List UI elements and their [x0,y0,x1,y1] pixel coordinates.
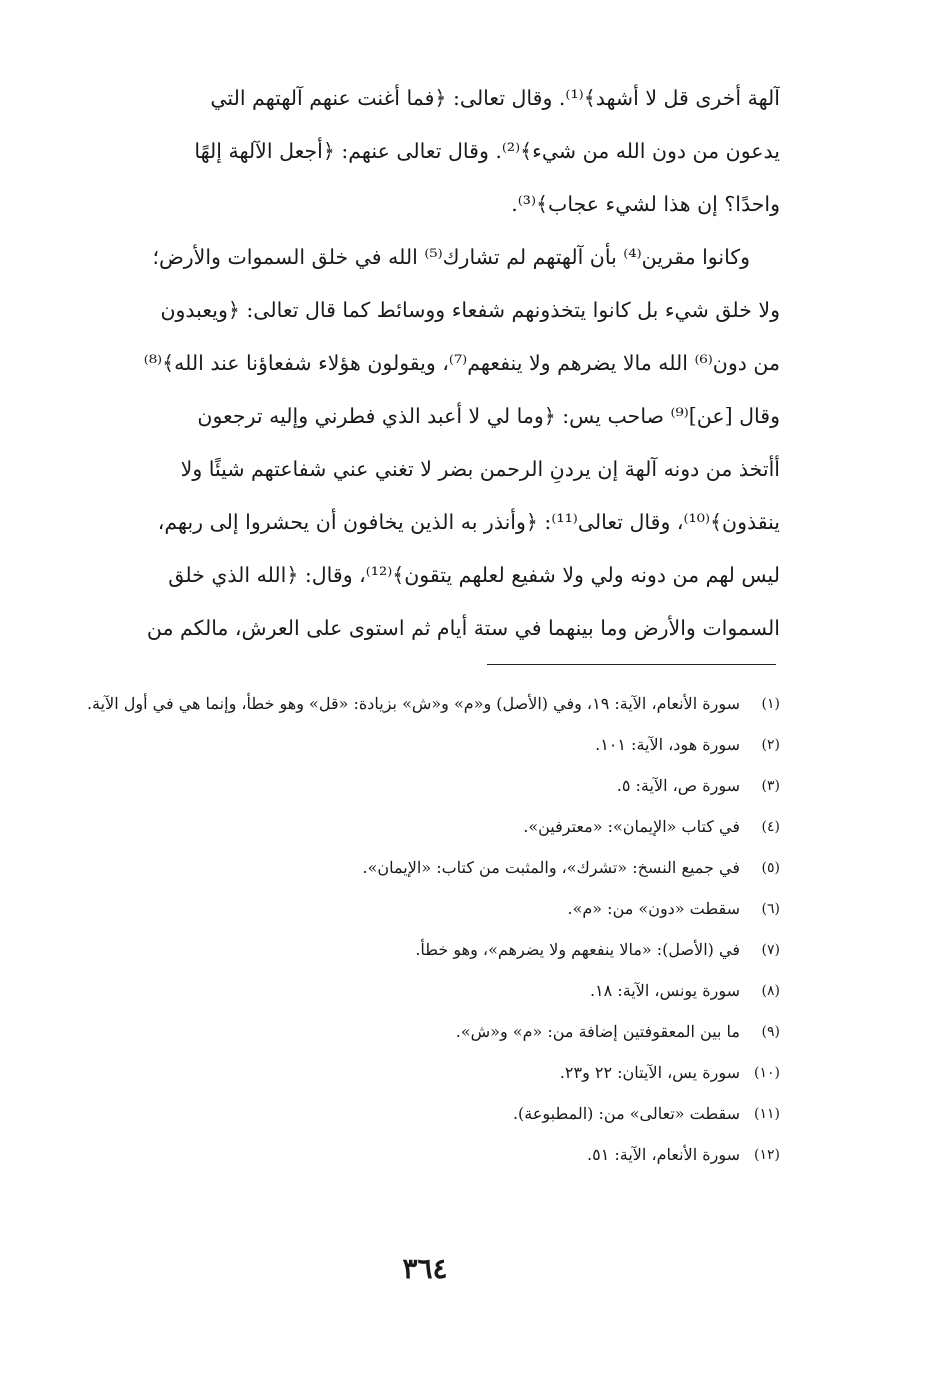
text-line-paragraph-start: وكانوا مقرين⁽⁴⁾ بأن آلهتهم لم تشارك⁽⁵⁾ الله في خلق السموات والأرض؛ [152,245,750,269]
text-line: السموات والأرض وما بينهما في ستة أيام ثم استوى على العرش، مالكم من [146,616,780,640]
text-line: ليس لهم من دونه ولي ولا شفيع لعلهم يتقون﴾⁽¹²⁾، وقال: ﴿الله الذي خلق [168,563,780,587]
footnote-number: (٤) [761,819,780,835]
footnote-text: سورة ص، الآية: ٥. [616,776,740,795]
footnote-number: (١١) [754,1106,780,1122]
footnote-number: (٩) [761,1024,780,1040]
footnote-item [80,932,780,973]
footnote-text: سورة الأنعام، الآية: ٥١. [587,1145,740,1164]
footnote-text: سورة يس، الآيتان: ٢٢ و٢٣. [559,1063,740,1082]
footnote-text: في جميع النسخ: «تشرك»، والمثبت من كتاب: «الإيمان». [362,858,740,877]
footnote-number: (١٠) [754,1065,780,1081]
footnote-text: سقطت «تعالى» من: (المطبوعة). [512,1104,740,1123]
footnote-item [80,850,780,891]
footnote-number: (١) [761,696,780,712]
footnote-number: (٣) [761,778,780,794]
footnote-item [80,973,780,1014]
text-line: ولا خلق شيء بل كانوا يتخذونهم شفعاء ووسائط كما قال تعالى: ﴿ويعبدون [160,298,780,322]
footnote-number: (٢) [761,737,780,753]
footnote-text: في (الأصل): «مالا ينفعهم ولا يضرهم»، وهو خطأ. [415,940,740,959]
footnote-item [80,1055,780,1096]
text-line: يدعون من دون الله من شيء﴾⁽²⁾. وقال تعالى عنهم: ﴿أجعل الآلهة إلهًا [194,139,780,163]
footnote-text: سقطت «دون» من: «م». [567,899,740,918]
text-line: من دون⁽⁶⁾ الله مالا يضرهم ولا ينفعهم⁽⁷⁾، ويقولون هؤلاء شفعاؤنا عند الله﴾⁽⁸⁾ [143,351,780,375]
footnote-item [80,809,780,850]
text-line: واحدًا؟ إن هذا لشيء عجاب﴾⁽³⁾. [511,192,780,216]
footnote-text: سورة يونس، الآية: ١٨. [589,981,740,1000]
footnotes-list [80,686,780,1178]
footnote-text: في كتاب «الإيمان»: «معترفين». [523,817,740,836]
footnote-number: (٨) [761,983,780,999]
text-line: آلهة أخرى قل لا أشهد﴾⁽¹⁾. وقال تعالى: ﴿فما أغنت عنهم آلهتهم التي [210,86,780,110]
footnote-item [80,891,780,932]
footnote-item [80,768,780,809]
footnote-item [80,727,780,768]
footnote-item [80,686,780,727]
main-text-block [80,72,780,655]
footnote-number: (٥) [761,860,780,876]
footnote-number: (٧) [761,942,780,958]
footnote-item [80,1096,780,1137]
footnote-text: سورة هود، الآية: ١٠١. [595,735,740,754]
footnote-text: سورة الأنعام، الآية: ١٩، وفي (الأصل) و«م» و«ش» بزيادة: «قل» وهو خطأ، وإنما هي في أول الآية. [86,694,740,713]
footnote-item [80,1014,780,1055]
footnote-number: (٦) [761,901,780,917]
text-line: وقال [عن]⁽⁹⁾ صاحب يس: ﴿وما لي لا أعبد الذي فطرني وإليه ترجعون [197,404,780,428]
footnote-divider [487,664,776,665]
footnote-text: ما بين المعقوفتين إضافة من: «م» و«ش». [455,1022,740,1041]
text-line: ينقذون﴾⁽¹⁰⁾، وقال تعالى⁽¹¹⁾: ﴿وأنذر به الذين يخافون أن يحشروا إلى ربهم، [157,510,780,534]
page-number: ٣٦٤ [402,1252,448,1285]
footnote-number: (١٢) [754,1147,780,1163]
footnote-item [80,1137,780,1178]
text-line: أأتخذ من دونه آلهة إن يردنِ الرحمن بضر لا تغني عني شفاعتهم شيئًا ولا [180,457,780,481]
